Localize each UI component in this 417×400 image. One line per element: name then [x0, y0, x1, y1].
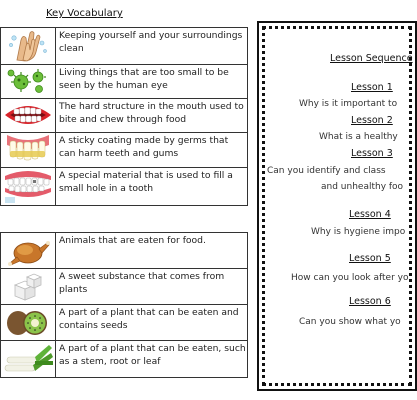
lesson-5-label: Lesson 5	[349, 253, 391, 264]
vocab-row	[1, 269, 248, 305]
plaque-tooth-icon	[1, 133, 56, 168]
lesson-sequence-panel	[257, 21, 417, 391]
lesson-5-question: How can you look after yo	[291, 273, 409, 283]
hand-washing-icon	[1, 28, 56, 65]
lesson-4-label: Lesson 4	[349, 209, 391, 220]
filling-icon	[1, 168, 56, 206]
vocabulary-table-food	[0, 232, 248, 378]
lesson-6-label: Lesson 6	[349, 296, 391, 307]
roast-chicken-icon	[1, 233, 56, 269]
leek-icon	[1, 341, 56, 378]
vocab-definition: A sweet substance that comes from plants	[56, 269, 248, 305]
vocab-definition: The hard structure in the mouth used to bite and chew through food	[56, 99, 248, 133]
vocab-definition: A special material that is used to fill a small hole in a tooth	[56, 168, 248, 206]
vocab-row	[1, 341, 248, 378]
vocab-definition: Animals that are eaten for food.	[56, 233, 248, 269]
lesson-3-question-continued: and unhealthy foo	[321, 182, 404, 192]
germ-icon	[1, 65, 56, 99]
lesson-2-question: What is a healthy	[319, 132, 398, 142]
lesson-2-label: Lesson 2	[351, 115, 393, 126]
teeth-icon	[1, 99, 56, 133]
sugar-cubes-icon	[1, 269, 56, 305]
lesson-4-question: Why is hygiene impo	[311, 227, 406, 237]
vocab-row	[1, 65, 248, 99]
vocab-row	[1, 99, 248, 133]
lesson-1-question: Why is it important to	[299, 99, 398, 109]
lesson-3-question: Can you identify and class	[267, 166, 386, 176]
vocab-definition: A part of a plant that can be eaten and contains seeds	[56, 305, 248, 341]
vocabulary-table-hygiene	[0, 27, 248, 206]
lesson-1-label: Lesson 1	[351, 82, 393, 93]
vocab-row	[1, 233, 248, 269]
vocab-definition: Living things that are too small to be seen by the human eye	[56, 65, 248, 99]
lesson-3-label: Lesson 3	[351, 148, 393, 159]
vocab-row	[1, 28, 248, 65]
vocabulary-title: Key Vocabulary	[46, 8, 123, 19]
vocab-row	[1, 168, 248, 206]
lesson-sequence-title: Lesson Sequence	[330, 53, 413, 64]
vocab-definition: A sticky coating made by germs that can harm teeth and gums	[56, 133, 248, 168]
lesson-6-question: Can you show what yo	[299, 317, 401, 327]
vocab-row	[1, 305, 248, 341]
vocab-definition: Keeping yourself and your surroundings clean	[56, 28, 248, 65]
kiwi-fruit-icon	[1, 305, 56, 341]
vocab-row	[1, 133, 248, 168]
vocab-definition: A part of a plant that can be eaten, such as a stem, root or leaf	[56, 341, 248, 378]
